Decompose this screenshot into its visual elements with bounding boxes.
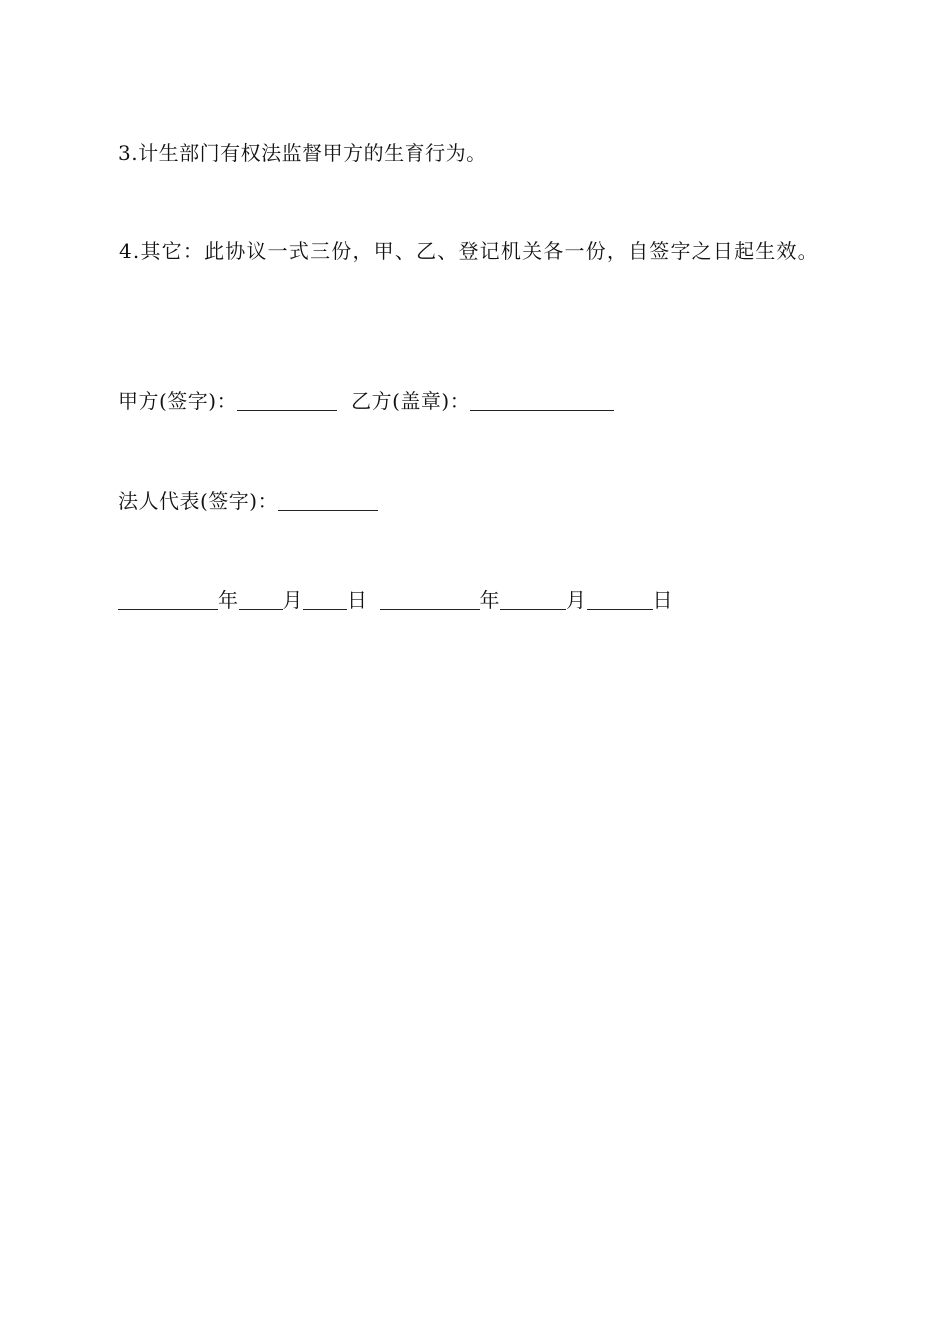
party-a-label: 甲方(签字)： [118, 389, 238, 413]
legal-rep-row [118, 487, 378, 515]
legal-rep-signature-blank[interactable] [278, 490, 378, 511]
clause-3: 3.计生部门有权法监督甲方的生育行为。 [118, 141, 487, 165]
party-b-label: 乙方(盖章)： [351, 389, 471, 413]
date-a-day-blank[interactable] [303, 589, 347, 610]
date-b-year-blank[interactable] [380, 589, 480, 610]
date-a-year-blank[interactable] [118, 589, 218, 610]
date-a-year-label: 年 [218, 588, 239, 612]
clause-4: 4.其它：此协议一式三份，甲、乙、登记机关各一份，自签字之日起生效。 [119, 239, 819, 263]
date-b-day-blank[interactable] [587, 589, 653, 610]
date-b-month-label: 月 [566, 588, 587, 612]
date-a-month-label: 月 [282, 588, 303, 612]
date-a-day-label: 日 [347, 588, 368, 612]
date-row [118, 586, 673, 614]
date-b-year-label: 年 [479, 588, 500, 612]
date-b-month-blank[interactable] [500, 589, 566, 610]
date-b-day-label: 日 [652, 588, 673, 612]
party-a-signature-blank[interactable] [237, 390, 337, 411]
legal-rep-label: 法人代表(签字)： [118, 489, 279, 513]
signature-row [118, 387, 614, 415]
party-b-seal-blank[interactable] [470, 390, 614, 411]
date-a-month-blank[interactable] [239, 589, 283, 610]
